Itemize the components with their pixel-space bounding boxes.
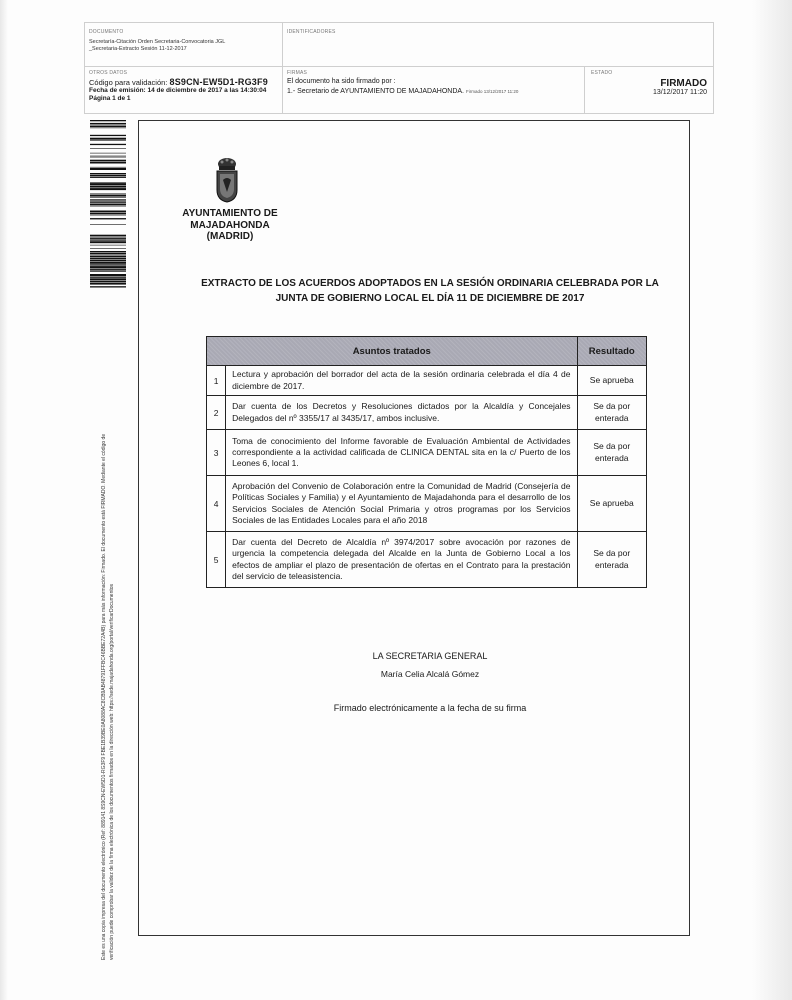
table-row xyxy=(207,430,647,476)
row-result: Se da por enterada xyxy=(577,532,646,588)
table-header-row xyxy=(207,337,647,366)
col-asuntos-header: Asuntos tratados xyxy=(207,337,578,366)
document-title xyxy=(200,276,660,306)
row-number: 3 xyxy=(207,430,226,476)
documento-caption: DOCUMENTO xyxy=(89,29,124,35)
signature-name: María Celia Alcalá Gómez xyxy=(380,669,480,679)
table-row xyxy=(207,366,647,396)
row-subject: Dar cuenta del Decreto de Alcaldía nº 3974/2017 sobre avocación por razones de urgencia la competencia delegada del Alcalde en la Junta de Gobierno Local a los efectos de ampliar el plazo de presentación de ofertas en el Contrato para la prestación del servicio de teleasistencia. xyxy=(226,532,577,588)
documento-text: Secretaría-Citación Orden Secretaria-Convocatoria JGL _Secretaria-Extracto Sesión 11-12-2017 xyxy=(89,39,226,53)
table-row xyxy=(207,476,647,532)
estado-value: FIRMADO xyxy=(660,78,707,89)
validation-code[interactable] xyxy=(89,77,278,87)
otros-datos-cell xyxy=(85,67,283,113)
row-number: 4 xyxy=(207,476,226,532)
row-number: 1 xyxy=(207,366,226,396)
row-result: Se aprueba xyxy=(577,366,646,396)
otros-datos-caption: OTROS DATOS xyxy=(89,70,128,76)
signature-header xyxy=(84,22,714,114)
title-line2: JUNTA DE GOBIERNO LOCAL EL DÍA 11 DE DICIEMBRE DE 2017 xyxy=(275,293,585,304)
agenda-table xyxy=(206,336,647,588)
row-result: Se aprueba xyxy=(577,476,646,532)
title-line1: EXTRACTO DE LOS ACUERDOS ADOPTADOS EN LA SESIÓN ORDINARIA CELEBRADA POR LA xyxy=(201,278,659,289)
row-result: Se da por enterada xyxy=(577,396,646,430)
firmas-intro: El documento ha sido firmado por : xyxy=(287,78,396,85)
row-subject: Aprobación del Convenio de Colaboración entre la Comunidad de Madrid (Consejería de Políticas Sociales y Familia) y el Ayuntamiento de Majadahonda para el desarrollo de los Servicios Sociales de Atención Social Primaria y otros programas por los Servicios Sociales de las Entidades Locales para el año 2018 xyxy=(226,476,577,532)
org-line2: MAJADAHONDA xyxy=(190,219,270,231)
identificadores-cell xyxy=(283,23,713,67)
row-number: 2 xyxy=(207,396,226,430)
verification-side-text xyxy=(101,310,116,960)
col-resultado-header: Resultado xyxy=(577,337,646,366)
validation-code-value[interactable]: 8S9CN-EW5D1-RG3F9 xyxy=(169,77,268,87)
page-count: Página 1 de 1 xyxy=(89,95,131,103)
validation-code-label: Código para validación: xyxy=(89,78,168,87)
barcode-icon xyxy=(90,120,126,288)
estado-caption: ESTADO xyxy=(591,70,613,76)
firmante: 1.- Secretario de AYUNTAMIENTO DE MAJADAHONDA. xyxy=(287,88,464,96)
documento-cell xyxy=(85,23,283,67)
row-result: Se da por enterada xyxy=(577,430,646,476)
signature-note: Firmado electrónicamente a la fecha de su firma xyxy=(333,703,527,713)
side-text-line2: verificación puede comprobar la validez de la firma electrónica de los documentos firmados en la dirección web: https://sede.majadahonda.org/portal/verificarDocumentos xyxy=(108,583,115,960)
estado-cell xyxy=(585,67,713,113)
side-text-line1: Este es una copia impresa del documento electrónico (Ref: 889141 8S9CN-EW5D1-RG3F9 FBE1B39BE0A8088AC8CB9AB48791FFBC46BBE72A4B) para más información: Firmado. El documento está FIRMADO. Mediante el código de xyxy=(101,433,107,960)
estado-date: 13/12/2017 11:20 xyxy=(653,89,707,96)
table-row xyxy=(207,532,647,588)
table-row xyxy=(207,396,647,430)
signature-role: LA SECRETARIA GENERAL xyxy=(372,651,488,661)
row-subject: Dar cuenta de los Decretos y Resoluciones dictados por la Alcaldía y Concejales Delegados del nº 3355/17 al 3435/17, ambos inclusive. xyxy=(226,396,577,430)
firmas-caption: FIRMAS xyxy=(287,70,308,76)
coat-of-arms-icon xyxy=(212,156,242,204)
firmante-small: Firmado 13/12/2017 11:20 xyxy=(465,89,519,95)
organization-name xyxy=(180,208,280,243)
firmas-cell xyxy=(283,67,585,113)
row-subject: Toma de conocimiento del Informe favorable de Evaluación Ambiental de Actividades correspondiente a la actividad calificada de CLINICA DENTAL sita en la c/ Puerto de los Leones 6, local 1. xyxy=(226,430,577,476)
firmante-line xyxy=(287,87,580,96)
row-subject: Lectura y aprobación del borrador del acta de la sesión ordinaria celebrada el día 4 de diciembre de 2017. xyxy=(226,366,577,396)
identificadores-caption: IDENTIFICADORES xyxy=(287,29,336,35)
org-line3: (MADRID) xyxy=(206,231,254,242)
page-edge-left xyxy=(0,0,8,1000)
org-line1: AYUNTAMIENTO DE xyxy=(182,208,278,219)
row-number: 5 xyxy=(207,532,226,588)
emission-date: Fecha de emisión: 14 de diciembre de 2017 a las 14:30:04 xyxy=(89,87,267,94)
page-edge-right xyxy=(752,0,792,1000)
